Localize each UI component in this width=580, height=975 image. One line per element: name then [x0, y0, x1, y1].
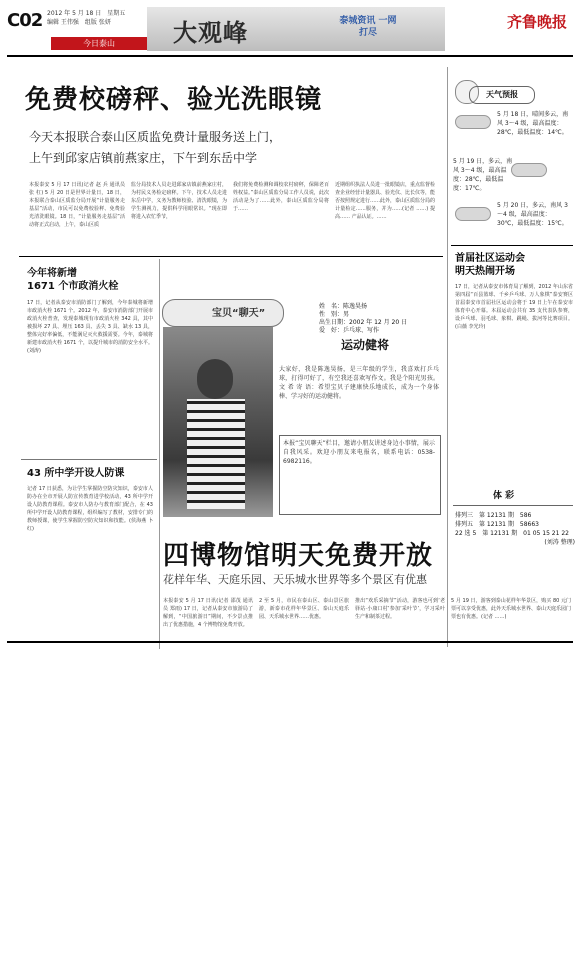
weather-title: 天气预报 — [469, 86, 535, 104]
lottery-results — [455, 511, 575, 547]
child-profile — [319, 303, 439, 335]
left-story1-title-line1: 今年将新增 — [27, 268, 77, 279]
section-tag: 今日泰山 — [51, 37, 147, 50]
header-date: 2012 年 5 月 18 日 星期五 — [47, 10, 126, 17]
museum-deck: 花样年华、天庭乐园、天乐城水世界等多个景区有优惠 — [163, 573, 427, 586]
left-story1-body: 17 日，记者从泰安市消防部门了解到，今年泰城将新增市政消火栓 1671 个。2012 年，泰安市消防部门开展市政消火栓普查，发现泰城现有市政消火栓 342 具，其中被损坏 27 具、埋压 163 具、丢失 3 具、缺水 13 具，整体完好率偏低，不能满足灭火救援需要。今年，泰城将新建市政消火栓 1671 个，以提升城市的消防安全水平。(刘涛) — [27, 300, 153, 354]
left-story2-body: 记者 17 日获悉，为让学生掌握防空防灾知识，泰安市人防办在全市开展人防宣传教育进学校活动，43 所中学开设人防教育课程。泰安市人防办与教育部门配合，在 43 所中学开设人防教育课程，组织编写了教材，安排专门的教师授课，使学生掌握防空防灾知识和技能。(侯海燕 卜红) — [27, 486, 153, 532]
feature-body: 大家好，我是陈逸昊扬，是三年级的学生，我喜欢打乒乓球，打得可好了，有空我还喜欢写作文。我是个阳光男孩。文 希 寄 语：希望宝贝子建康快乐地成长，成为一个身体棒、学习好的运动健将。 — [279, 366, 439, 400]
lead-col-3: 我们将免费检测和调校农村磅秤，保障老百姓权益。”泰山区质监分局工作人员说，此次活动是为了……此外，泰山区质监分局将于…… — [233, 182, 329, 212]
right-col-divider — [447, 67, 448, 647]
lead-bottom-rule — [19, 256, 443, 257]
right-story-body: 17 日，记者从泰安市体育局了解到，2012 年山东省第四届“百县篮球、千乡乒乓球、万人象棋”泰安赛区首届泰安市首届社区运动会将于 19 日上午在泰安市体育中心开幕。本届运动会共有 35 支代表队参赛，设乒乓球、羽毛球、象棋、跳绳、拔河等比赛项目。(白薇 李光玲) — [455, 284, 573, 330]
child-gender: 性 别：男 — [319, 311, 350, 318]
page-number: C02 — [7, 10, 43, 31]
lead-deck-line2: 上午到邱家店镇前燕家庄，下午到东岳中学 — [29, 151, 258, 165]
weather-day1: 5 月 18 日，晴间多云，南风 3～4 级，最高温度：28℃，最低温度：14℃。 — [497, 111, 569, 136]
lottery-title: 体 彩 — [493, 491, 515, 501]
right-story-title-line2: 明天热闹开场 — [455, 266, 515, 277]
left-story1-title — [27, 267, 157, 293]
header-meta — [47, 9, 125, 27]
feature-title: 运动健将 — [341, 338, 390, 352]
lottery-row: 22 选 5 第 12131 期 01 05 15 21 22 — [455, 530, 569, 537]
museum-col-1: 本报泰安 5 月 17 日讯(记者 邵茂 通讯员 郑雨) 17 日，记者从泰安市旅游局了解到，“中国旅游日”期间，不少景点推出了优惠措施，4 个博物馆免费开放。 — [163, 598, 253, 628]
left-divider-rule — [21, 459, 157, 460]
page-header — [7, 7, 573, 53]
child-name: 姓 名：陈逸昊扬 — [319, 303, 368, 310]
baby-chat-title: 宝贝“聊天” — [212, 308, 266, 319]
right-story-title — [455, 252, 573, 278]
lead-col-1: 本报泰安 5 月 17 日讯(记者 赵 兵 通讯员 张 杠) 5 月 20 日是世界计量日，18 日，本报联合泰山区质监分局开展“计量服务走基层”活动，市民可以免费校验秤、免费验光清洗眼镜。18 日，“计量服务走基层”活动将正式启动，上午，泰山区质 — [29, 182, 125, 228]
cloud-icon — [511, 163, 547, 177]
feature-notice: 本报“宝贝聊天”栏目，邀请小朋友讲述身边小事情，展示自我风采。欢迎小朋友来电报名，联系电话：0538-6982116。 — [283, 440, 435, 465]
child-birth: 出生日期：2002 年 12 月 20 日 — [319, 319, 408, 326]
lottery-row: 排列五 第 12131 期 58663 — [455, 521, 539, 528]
left-story1-title-line2: 1671 个市政消火栓 — [27, 281, 119, 292]
weather-day3: 5 月 20 日，多云，南风 3～4 级，最高温度：30℃，最低温度：15℃。 — [497, 202, 568, 227]
child-photo-shirt — [187, 399, 245, 509]
cloud-icon — [455, 115, 491, 129]
weather-day2: 5 月 19 日，多云，南风 3～4 级，最高温度：28℃，最低温度：17℃。 — [453, 158, 513, 192]
page-bottom-rule — [7, 641, 573, 643]
museum-col-3: 推出“欢乐采摘节”活动，游客也可到‘老驿站·小康口村’参加‘采叶节’，学习采叶生产和制茶过程。 — [355, 598, 445, 620]
lead-col-2: 监分局技术人员走进邱家店镇前燕家庄村，为村民义务检定磅秤。下午，技术人员走进东岳中学，义务为教师校验、清洗眼镜，为学生测视力，提供科学用眼常识。“现在即将进入农忙季节， — [131, 182, 227, 220]
lead-headline: 免费校磅秤、验光洗眼镜 — [25, 85, 323, 115]
left-col-divider — [159, 259, 160, 649]
lottery-header — [453, 485, 573, 506]
museum-col-4: 5 月 19 日，游客到泰山花样年华景区，购买 80 元门票可以享受优惠，此外天乐城水世界、泰山天庭乐园门票也有优惠。(记者 ……) — [451, 598, 572, 620]
right-story-title-line1: 首届社区运动会 — [455, 253, 525, 264]
lead-deck-line1: 今天本报联合泰山区质监免费计量服务送上门， — [29, 130, 282, 144]
lead-deck — [29, 127, 439, 169]
weather-bottom-rule — [451, 245, 573, 246]
museum-col-2: 2 至 5 月，市民在泰山区、泰山景区旅游，新泰市花样年华景区、泰山天庭乐园、天乐城水世界……优惠。 — [259, 598, 349, 620]
newspaper-logo: 齐鲁晚报 — [507, 13, 568, 31]
left-story2-title: 43 所中学开设人防课 — [27, 468, 125, 479]
banner-slogan: 泰城资讯 一网打尽 — [339, 16, 397, 38]
header-rule — [7, 55, 573, 57]
child-hobby: 爱 好：乒乓球、写作 — [319, 327, 380, 334]
newspaper-page — [7, 7, 573, 647]
museum-headline: 四博物馆明天免费开放 — [163, 541, 434, 571]
lead-col-4: 近期组织执法人员进一批眼镜店，重点监督检查企业经营计量器具、验光仪、比长仪等，能否按照规定进行……此外，泰山区质监分局的计量检定……服务，并为……(记者 ……) 提高…… 产品认证。…… — [335, 182, 436, 220]
cloud-rain-icon — [455, 207, 491, 221]
header-editors: 编辑 王伟强 组版 张妍 — [47, 19, 111, 26]
banner-title: 大观峰 — [173, 18, 248, 47]
lottery-row: (刘涛 整理) — [544, 539, 575, 546]
child-photo-head — [197, 359, 233, 399]
lottery-row: 排列三 第 12131 期 586 — [455, 512, 532, 519]
